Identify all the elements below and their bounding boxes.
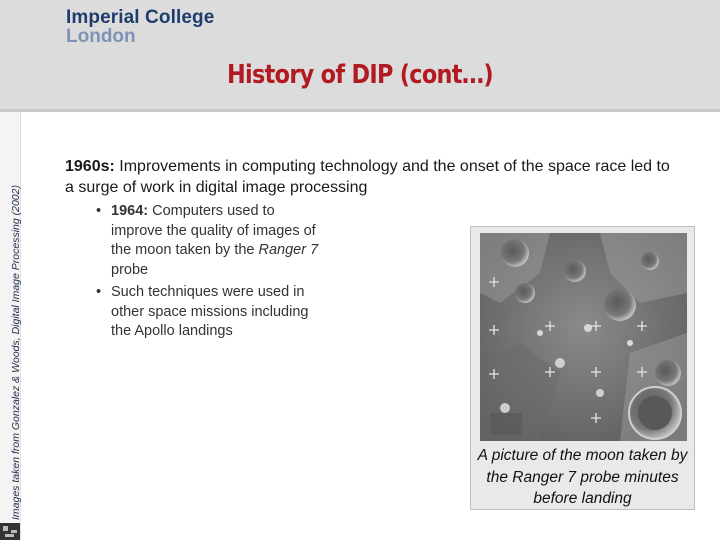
bullet-dot-icon: • — [96, 203, 102, 219]
corner-logo-icon — [0, 523, 20, 540]
bullet-dot-icon: • — [96, 284, 102, 300]
logo-line-1: Imperial College — [66, 7, 215, 28]
intro-text: Improvements in computing technology and the onset of the space race led to a surge of work in digital image processing — [65, 158, 670, 196]
bullet-tail: probe — [111, 261, 149, 278]
bullet-lead: 1964: — [111, 203, 149, 219]
image-credit: Images taken from Gonzalez & Woods, Digital Image Processing (2002) — [10, 185, 22, 520]
figure-caption: A picture of the moon taken by the Ranger 7 probe minutes before landing — [477, 447, 688, 507]
bullet-emphasis: Ranger 7 — [258, 242, 319, 258]
imperial-college-logo — [66, 8, 214, 46]
bullet-text: Such techniques were used in other space missions including the Apollo landings — [111, 284, 309, 339]
bullet-item-1964 — [96, 202, 326, 280]
bullet-list — [96, 202, 326, 345]
moon-photo-image — [480, 233, 687, 441]
logo-line-2: London — [66, 26, 136, 47]
figure-frame — [470, 226, 695, 510]
bullet-text: Computers used to improve the quality of images of the moon taken by the — [111, 203, 316, 258]
bullet-item-apollo — [96, 283, 326, 342]
slide-title: History of DIP (cont…) — [227, 60, 493, 90]
intro-lead: 1960s: — [65, 158, 115, 175]
intro-paragraph — [65, 156, 675, 198]
header-divider — [0, 109, 720, 112]
